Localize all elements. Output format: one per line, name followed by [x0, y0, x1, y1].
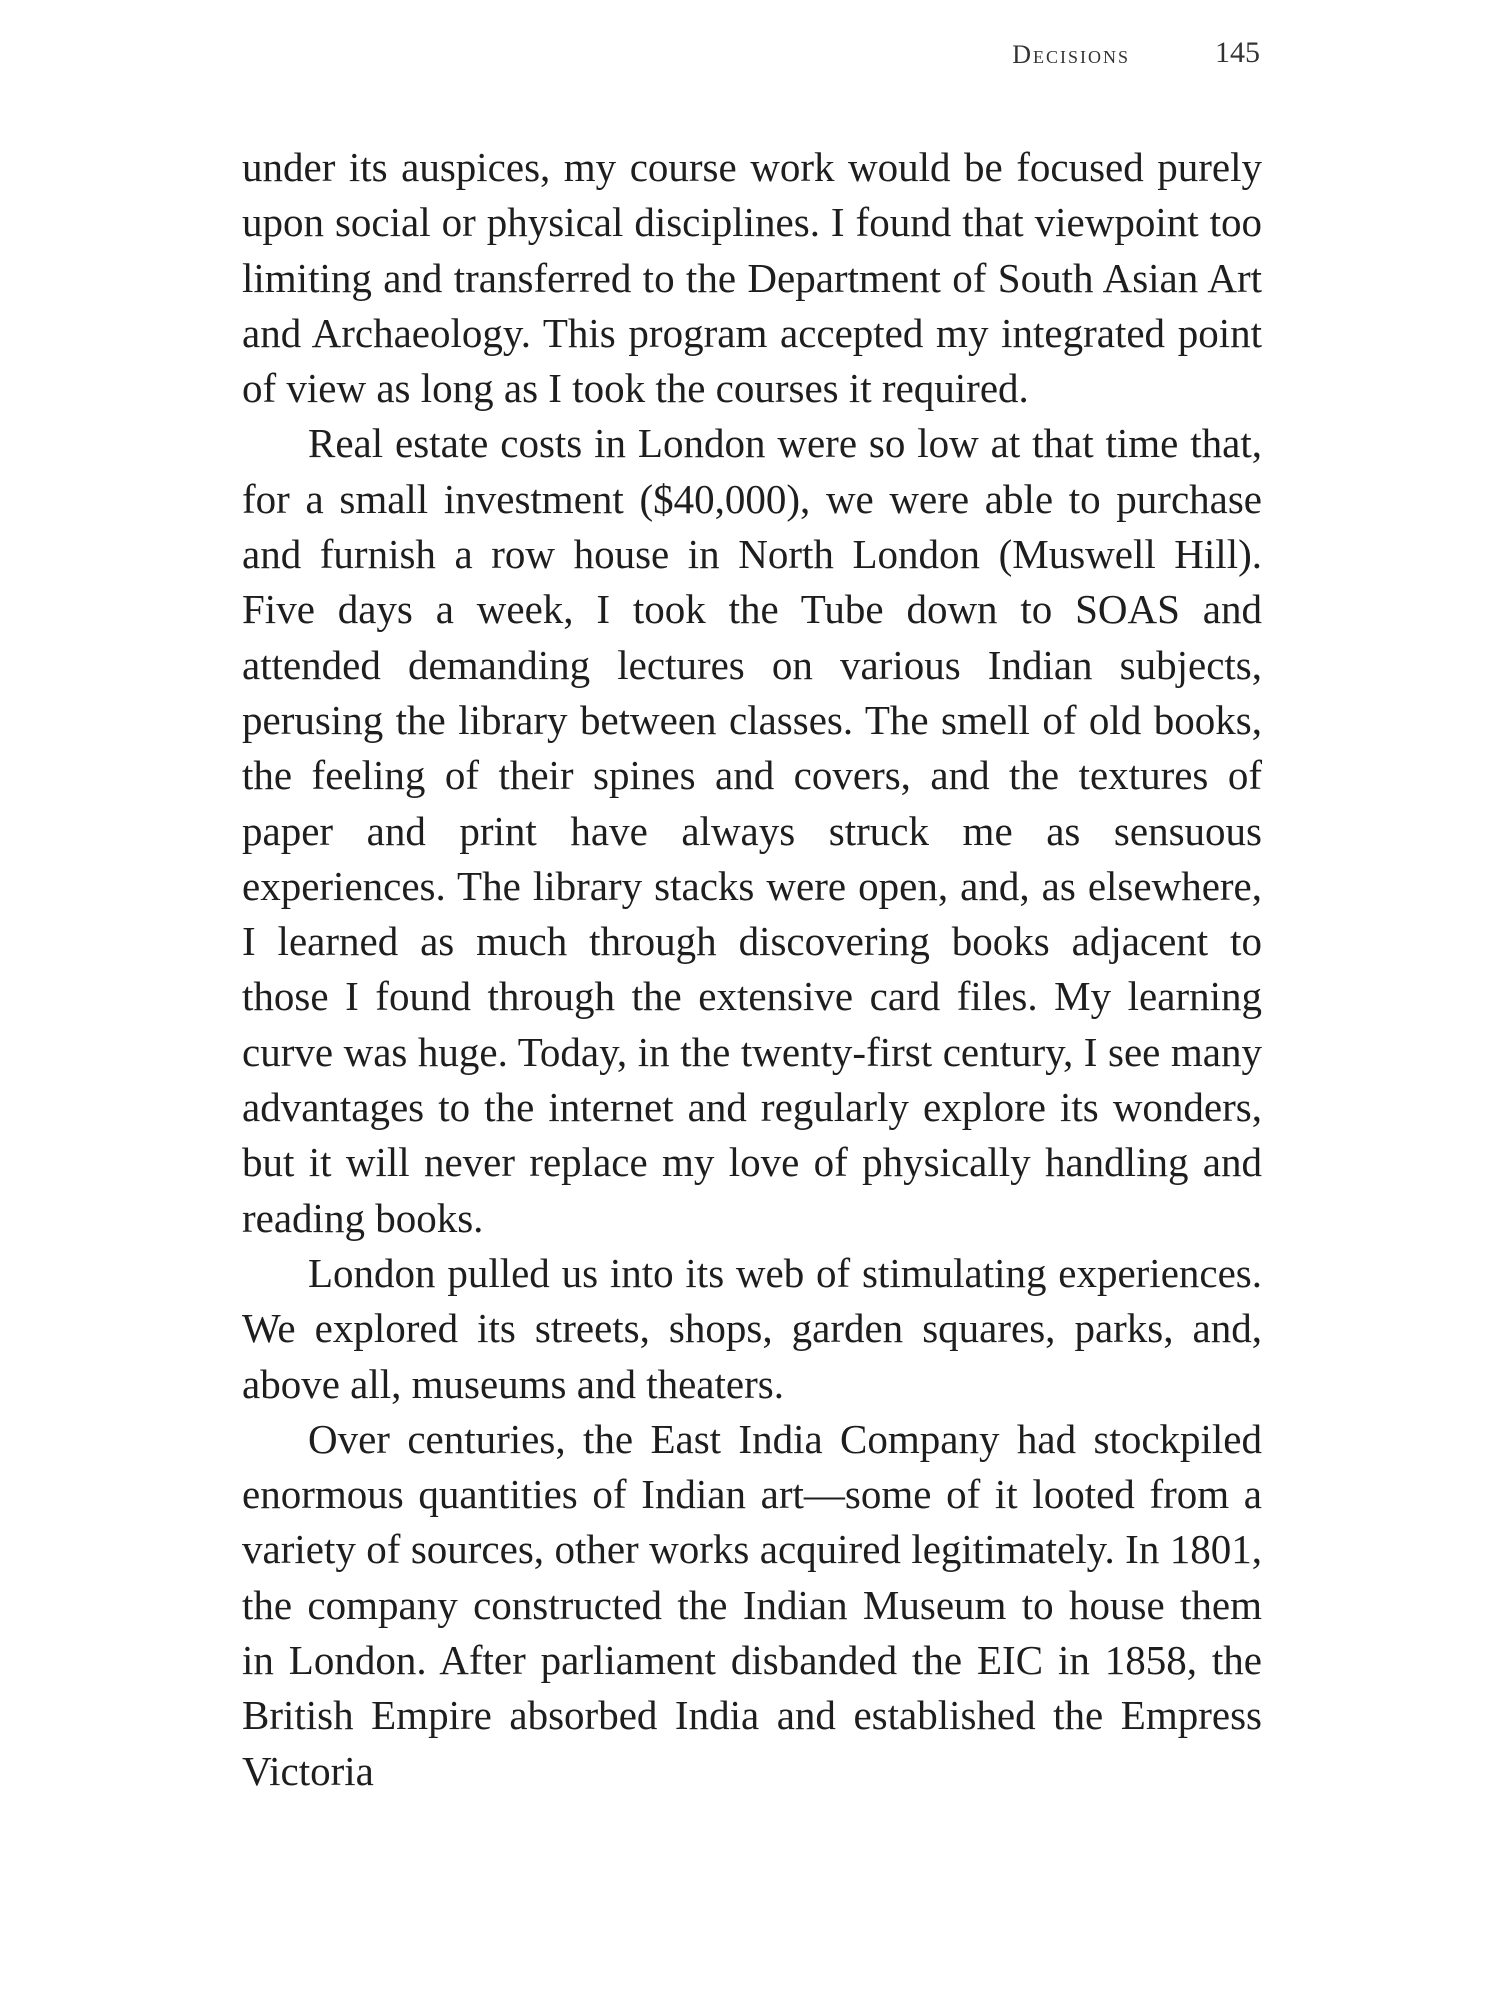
paragraph: Real estate costs in London were so low at that time that, for a small investment ($40,000), we were able to purchase and furnish a row house in North London (Muswell Hill). Five days a week, I took the Tube down to SOAS and attended demanding lectures on various Indian subjects, perusing the library between classes. The smell of old books, the feeling of their spines and covers, and the textures of paper and print have always struck me as sensuous experiences. The library stacks were open, and, as elsewhere, I learned as much through discovering books adjacent to those I found through the extensive card files. My learning curve was huge. Today, in the twenty-first century, I see many advantages to the internet and regularly explore its wonders, but it will never replace my love of physically handling and reading books.: [242, 420, 1262, 1241]
running-head: [240, 36, 1260, 76]
paragraph: Over centuries, the East India Company had stockpiled enormous quantities of Indian art—some of it looted from a variety of sources, other works acquired legitimately. In 1801, the company constructed the Indian Museum to house them in London. After parliament disbanded the EIC in 1858, the British Empire absorbed India and established the Empress Victoria: [242, 1415, 1262, 1794]
page-number: 145: [1215, 36, 1260, 69]
running-head-title: Decisions: [1012, 40, 1130, 69]
paragraph: London pulled us into its web of stimulating experiences. We explored its streets, shops, garden squares, parks, and, above all, museums and theaters.: [242, 1249, 1262, 1407]
paragraph: under its auspices, my course work would be focused purely upon social or physical disciplines. I found that viewpoint too limiting and transferred to the Department of South Asian Art and Archaeology. This program accepted my integrated point of view as long as I took the courses it required.: [242, 144, 1262, 412]
body-text: [242, 140, 1262, 1799]
